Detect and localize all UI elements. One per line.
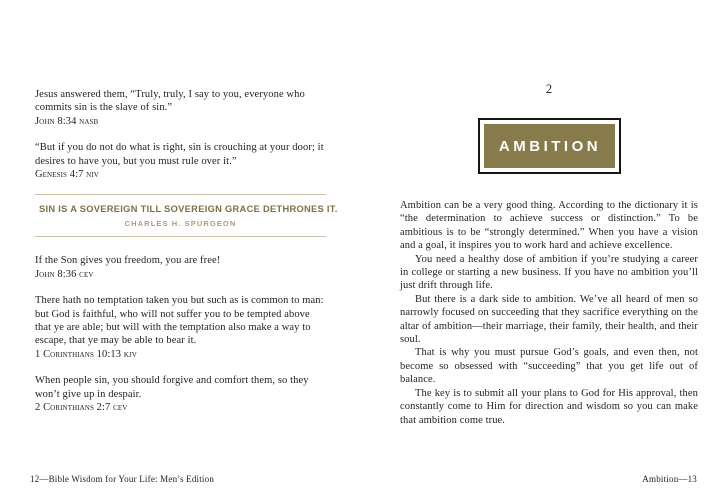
chapter-number: 2 <box>545 82 553 96</box>
body-paragraph: Ambition can be a very good thing. According to the dictionary it is “the determination to achieve success or distinction.” To be ambitious is to be “strongly determined.” When you have a vision and a goal, it inspires you to work hard and achieve excellence. <box>400 200 698 252</box>
body-paragraph: That is why you must pursue God’s goals, and even then, not become so obsessed with “succeeding” that you get life out of balance. <box>400 347 698 386</box>
scripture-passage <box>35 88 326 128</box>
scripture-text: “But if you do not do what is right, sin is crouching at your door; it desires to have you, but you must rule over it.” <box>35 142 324 167</box>
chapter-title: AMBITION <box>484 124 615 168</box>
right-page <box>400 83 698 427</box>
chapter-title-box <box>478 118 621 174</box>
scripture-passage <box>35 254 326 281</box>
left-page <box>35 88 338 428</box>
scripture-text: Jesus answered them, “Truly, truly, I say to you, everyone who commits sin is the slave of sin.” <box>35 89 305 114</box>
pull-quote <box>35 194 338 237</box>
quote-text: SIN IS A SOVEREIGN TILL SOVEREIGN GRACE DETHRONES IT. <box>39 204 338 215</box>
body-paragraph: You need a healthy dose of ambition if you’re studying a career in college or starting a new business. If you have no ambition you’ll just drift through life. <box>400 253 698 292</box>
quote-attribution: CHARLES H. SPURGEON <box>124 219 237 229</box>
scripture-passage <box>35 374 326 414</box>
scripture-reference: 1 Corinthians 10:13 kjv <box>35 348 137 360</box>
body-paragraph: The key is to submit all your plans to God for His approval, then constantly come to Him for direction and wisdom so you can make that ambition come true. <box>400 387 698 426</box>
scripture-reference: 2 Corinthians 2:7 cev <box>35 402 128 414</box>
scripture-reference: Genesis 4:7 niv <box>35 169 99 181</box>
body-paragraph: But there is a dark side to ambition. We’ve all heard of men so narrowly focused on succeeding that they sacrifice everything on the altar of ambition—their marriage, their family, their health, and their soul. <box>400 293 698 346</box>
running-footer-right: Ambition—13 <box>642 474 697 484</box>
scripture-text: If the Son gives you freedom, you are free! <box>35 255 221 267</box>
scripture-reference: John 8:34 nasb <box>35 115 99 127</box>
scripture-passage <box>35 294 326 361</box>
scripture-reference: John 8:36 cev <box>35 268 94 280</box>
scripture-passage <box>35 141 326 181</box>
scripture-text: There hath no temptation taken you but such as is common to man: but God is faithful, who will not suffer you to be tempted above that ye are able; but will with the temptation also make a way to escape, that ye may be able to bear it. <box>35 295 324 347</box>
scripture-text: When people sin, you should forgive and comfort them, so they won’t give up in despair. <box>35 375 309 400</box>
chapter-body <box>400 199 698 427</box>
running-footer-left: 12—Bible Wisdom for Your Life: Men’s Edition <box>30 474 215 484</box>
